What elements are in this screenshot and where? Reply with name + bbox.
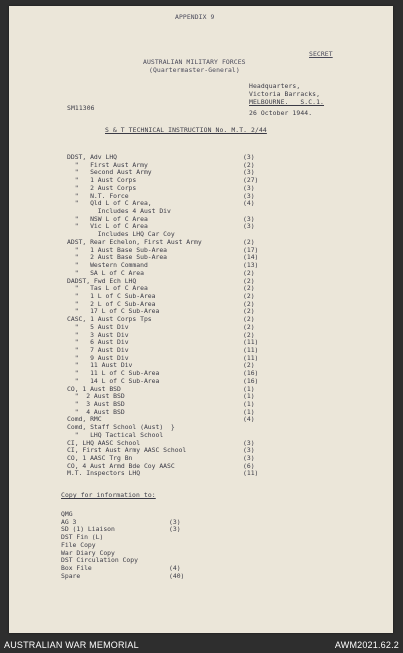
distribution-row-label: CO, 1 AASC Trg Bn <box>67 454 133 463</box>
distribution-row-count: (6) <box>243 461 255 470</box>
info-row <box>61 511 261 519</box>
distribution-row-label: CI, First Aust Army AASC School <box>67 446 187 455</box>
distribution-row-count: (1) <box>243 392 255 401</box>
document-page <box>9 6 393 633</box>
distribution-row-label: M.T. Inspectors LHQ <box>67 469 141 478</box>
address-line-1: Headquarters, <box>249 82 301 90</box>
info-heading: Copy for information to: <box>61 491 156 499</box>
distribution-row-label: " LHQ Tactical School <box>67 430 164 439</box>
distribution-row-count: (1) <box>243 407 255 416</box>
distribution-row-count: (3) <box>243 222 255 231</box>
distribution-row-count: (14) <box>243 253 259 262</box>
info-row-count: (4) <box>169 564 181 573</box>
info-row-label: War Diary Copy <box>61 548 115 557</box>
distribution-row-label: " 5 Aust Div <box>67 322 129 331</box>
distribution-row-count: (16) <box>243 376 259 385</box>
distribution-row-label: CO, 1 Aust BSD <box>67 384 121 393</box>
distribution-row-label: Includes LHQ Car Coy <box>67 230 175 239</box>
distribution-row-label: " 3 Aust BSD <box>67 400 125 408</box>
distribution-row-label: " 4 Aust BSD <box>67 407 125 416</box>
info-row <box>61 565 261 573</box>
distribution-row-count: (2) <box>243 361 255 370</box>
distribution-row-label: " 2 Aust Base Sub-Area <box>67 253 168 262</box>
organisation-name: AUSTRALIAN MILITARY FORCES <box>143 58 246 66</box>
document-date: 26 October 1944. <box>249 109 313 117</box>
distribution-row-count: (1) <box>243 400 255 408</box>
distribution-row-label: Comd, Staff School (Aust) } <box>67 423 175 432</box>
distribution-row-count: (2) <box>243 268 255 277</box>
distribution-row-count: (11) <box>243 353 259 362</box>
distribution-row-count: (2) <box>243 330 255 339</box>
distribution-row-label: " 3 Aust Div <box>67 330 129 339</box>
distribution-row-count: (11) <box>243 345 259 354</box>
distribution-list <box>67 154 367 478</box>
distribution-row-label: ADST, Rear Echelon, First Aust Army <box>67 237 202 246</box>
distribution-row-count: (3) <box>243 446 255 455</box>
info-row-label: DST Fin (L) <box>61 533 104 542</box>
distribution-row-label: " 2 L of C Sub-Area <box>67 299 156 308</box>
distribution-row-count: (3) <box>243 191 255 200</box>
distribution-row-count: (2) <box>243 291 255 300</box>
distribution-row-label: " 14 L of C Sub-Area <box>67 376 160 385</box>
distribution-row-label: " 6 Aust Div <box>67 338 129 347</box>
distribution-row-count: (3) <box>243 438 255 447</box>
info-row-label: Box File <box>61 564 92 573</box>
distribution-row-label: " Western Command <box>67 261 148 270</box>
distribution-row <box>67 409 367 417</box>
distribution-row-label: " 2 Aust BSD <box>67 392 125 401</box>
distribution-row-label: CO, 4 Aust Armd Bde Coy AASC <box>67 461 175 470</box>
info-row-count: (3) <box>169 517 181 526</box>
distribution-row-label: " 11 Aust Div <box>67 361 133 370</box>
distribution-row-label: " 9 Aust Div <box>67 353 129 362</box>
footer-bar <box>0 637 403 653</box>
info-row-label: AG 3 <box>61 517 77 526</box>
distribution-row-count: (2) <box>243 237 255 246</box>
distribution-row-count: (11) <box>243 338 259 347</box>
distribution-row-count: (13) <box>243 261 259 270</box>
distribution-row-count: (3) <box>243 183 255 192</box>
distribution-row-label: " N.T. Force <box>67 191 129 200</box>
info-row-count: (40) <box>169 571 185 580</box>
distribution-row-count: (11) <box>243 469 259 478</box>
distribution-row-count: (3) <box>243 153 255 161</box>
distribution-row-count: (2) <box>243 299 255 308</box>
footer-accession: AWM2021.62.2 <box>334 640 399 650</box>
info-row-count: (3) <box>169 525 181 534</box>
organisation-branch: (Quartermaster-General) <box>149 66 240 74</box>
distribution-row-count: (2) <box>243 284 255 293</box>
distribution-row-count: (2) <box>243 315 255 324</box>
distribution-row-count: (2) <box>243 322 255 331</box>
distribution-row-label: " Tas L of C Area <box>67 284 148 293</box>
info-row-label: QMG <box>61 510 73 518</box>
address-line-3: MELBOURNE. S.C.1. <box>249 98 325 106</box>
distribution-row-label: " 17 L of C Sub-Area <box>67 307 160 316</box>
distribution-row-count: (3) <box>243 168 255 177</box>
info-row-label: SD (1) Liaison <box>61 525 115 534</box>
appendix-heading: APPENDIX 9 <box>175 13 215 21</box>
distribution-row-count: (17) <box>243 245 259 254</box>
distribution-row-label: DADST, Fwd Ech LHQ <box>67 276 137 285</box>
distribution-row-label: " Vic L of C Area <box>67 222 148 231</box>
distribution-row-count: (2) <box>243 276 255 285</box>
distribution-row-label: " 1 Aust Corps <box>67 176 137 185</box>
info-row <box>61 573 261 581</box>
distribution-row-count: (1) <box>243 384 255 393</box>
distribution-row-count: (27) <box>243 176 259 185</box>
distribution-row <box>67 470 367 478</box>
distribution-row-label: Comd, RMC <box>67 415 102 424</box>
distribution-row-label: " 11 L of C Sub-Area <box>67 369 160 378</box>
distribution-row-count: (3) <box>243 454 255 463</box>
distribution-row-label: DDST, Adv LHQ <box>67 153 118 161</box>
distribution-row-label: " 2 Aust Corps <box>67 183 137 192</box>
classification-mark: SECRET <box>309 50 333 58</box>
document-title: S & T TECHNICAL INSTRUCTION No. M.T. 2/44 <box>105 126 267 134</box>
distribution-row-label: " Qld L of C Area, <box>67 199 152 208</box>
distribution-row-label: " First Aust Army <box>67 160 148 169</box>
distribution-row-label: " 1 L of C Sub-Area <box>67 291 156 300</box>
distribution-row-count: (2) <box>243 307 255 316</box>
distribution-row-label: " 7 Aust Div <box>67 345 129 354</box>
info-row-label: Spare <box>61 571 81 580</box>
distribution-row-label: " NSW L of C Area <box>67 214 148 223</box>
distribution-row-count: (16) <box>243 369 259 378</box>
distribution-row-count: (4) <box>243 199 255 208</box>
distribution-row-label: " 1 Aust Base Sub-Area <box>67 245 168 254</box>
distribution-row-count: (2) <box>243 160 255 169</box>
footer-source: AUSTRALIAN WAR MEMORIAL <box>4 640 139 650</box>
distribution-row-count: (4) <box>243 415 255 424</box>
info-row-label: DST Circulation Copy <box>61 556 138 565</box>
distribution-row-label: CASC, 1 Aust Corps Tps <box>67 315 152 324</box>
info-row-label: File Copy <box>61 540 96 549</box>
distribution-row-label: " Second Aust Army <box>67 168 152 177</box>
distribution-row-label: " SA L of C Area <box>67 268 144 277</box>
address-line-2: Victoria Barracks, <box>249 90 321 98</box>
information-list <box>61 511 261 580</box>
distribution-row-count: (3) <box>243 214 255 223</box>
distribution-row-label: CI, LHQ AASC School <box>67 438 141 447</box>
reference-number: SM11306 <box>67 104 95 112</box>
distribution-row-label: Includes 4 Aust Div <box>67 207 171 216</box>
